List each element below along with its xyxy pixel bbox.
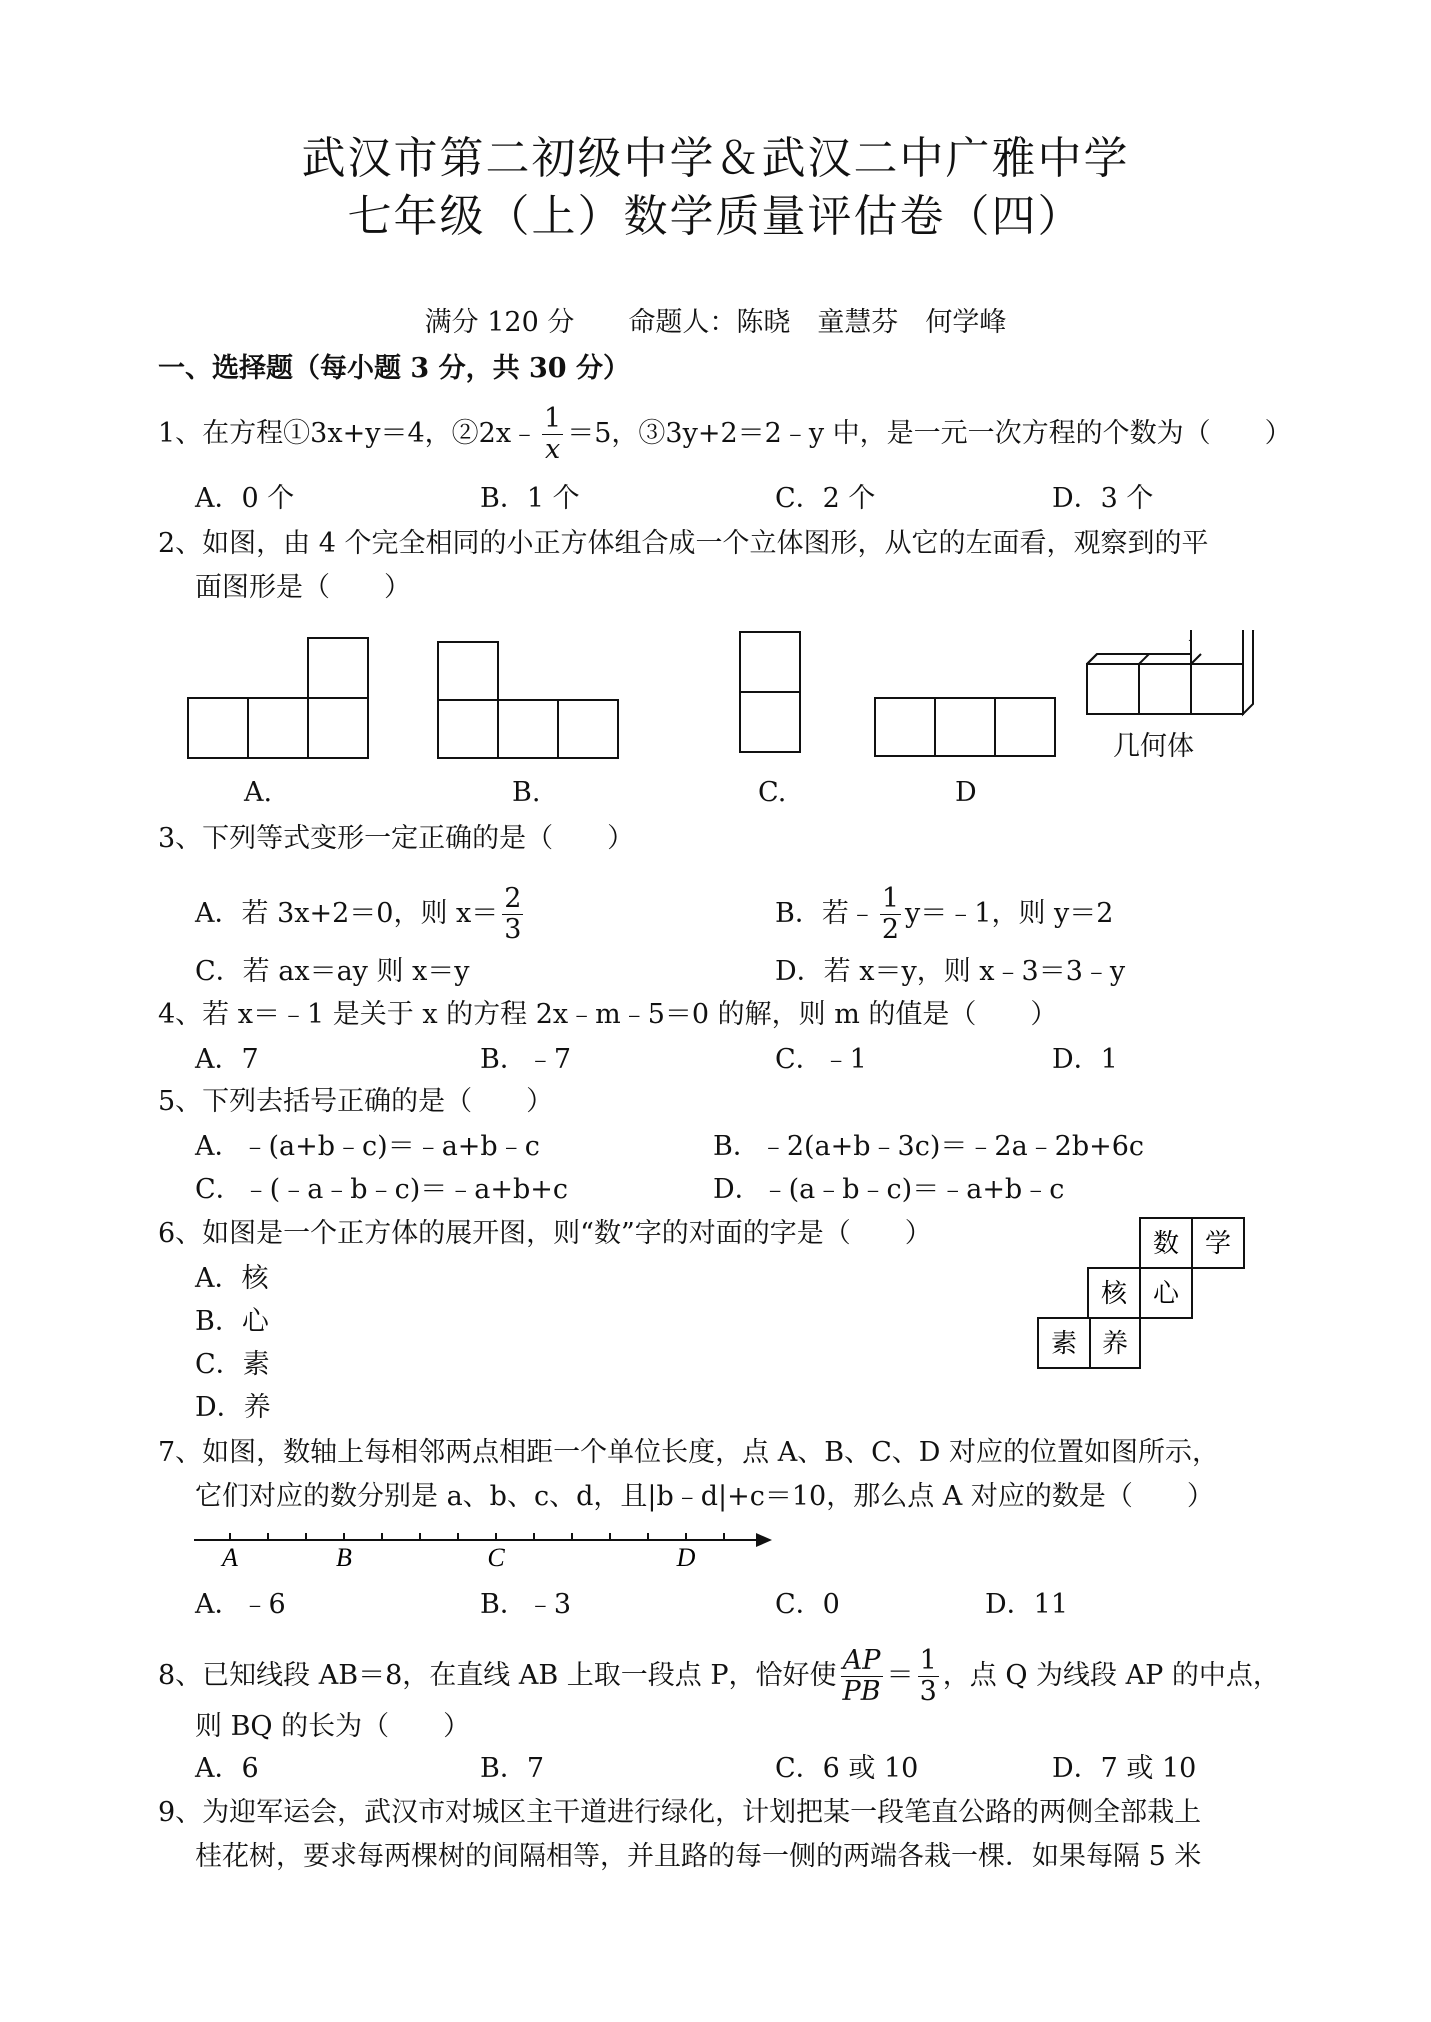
q3-a-fraction: [502, 884, 523, 945]
q1-fraction: [542, 404, 563, 465]
q7-line1: 7、如图，数轴上每相邻两点相距一个单位长度，点 A、B、C、D 对应的位置如图所示，: [158, 1437, 1219, 1468]
q8-part2: ，点 Q 为线段 AP 的中点，: [942, 1660, 1280, 1691]
q8-f1-num: AP: [841, 1646, 883, 1677]
q1-option-d: D．3 个: [1052, 483, 1154, 514]
section-heading: 一、选择题（每小题 3 分，共 30 分）: [158, 353, 630, 384]
net-cell-xue: 学: [1204, 1229, 1232, 1259]
q2-line1: 2、如图，由 4 个完全相同的小正方体组合成一个立体图形，从它的左面看，观察到的平: [158, 528, 1209, 559]
q2-option-c-figure: [740, 632, 800, 752]
subtitle: 满分 120 分 命题人：陈晓 童慧芬 何学峰: [424, 307, 1007, 338]
q8-fraction-2: [918, 1646, 939, 1707]
q6-option-a: A．核: [195, 1263, 269, 1294]
q2-solid-figure: [1087, 630, 1253, 714]
q2-label-b: B.: [512, 777, 541, 808]
q1-option-c: C．2 个: [775, 483, 876, 514]
q2-label-c: C.: [758, 777, 787, 808]
q5-stem: 5、下列去括号正确的是（ ）: [158, 1086, 554, 1117]
q3-a-den: 3: [504, 914, 522, 945]
q2-label-d: D: [955, 777, 977, 808]
q7-option-d: D．11: [985, 1589, 1069, 1620]
net-cell-yang: 养: [1101, 1329, 1129, 1359]
q3-stem: 3、下列等式变形一定正确的是（ ）: [158, 823, 635, 854]
net-cell-su: 素: [1050, 1329, 1078, 1359]
q2-line2: 面图形是（ ）: [195, 572, 411, 603]
q7-number-line: [190, 1520, 780, 1590]
q2-option-d-figure: [875, 698, 1055, 756]
question-8: [158, 1646, 1280, 1707]
q4-stem: 4、若 x＝﹣1 是关于 x 的方程 2x﹣m﹣5＝0 的解，则 m 的值是（ ）: [158, 999, 1058, 1030]
q5-option-d: D．﹣(a﹣b﹣c)＝﹣a+b﹣c: [713, 1174, 1065, 1205]
q1-frac-den: x: [545, 434, 561, 465]
q3-option-d: D．若 x＝y，则 x﹣3＝3﹣y: [775, 956, 1126, 987]
q3-b-text: B．若﹣: [775, 898, 876, 929]
q8-fraction-1: [841, 1646, 883, 1707]
q7-option-c: C．0: [775, 1589, 840, 1620]
q8-equals: ＝: [886, 1660, 914, 1691]
net-cell-xin: 心: [1152, 1279, 1180, 1309]
q8-line2: 则 BQ 的长为（ ）: [195, 1711, 471, 1742]
q5-option-c: C．﹣(﹣a﹣b﹣c)＝﹣a+b+c: [195, 1174, 568, 1205]
q9-line2: 桂花树，要求每两棵树的间隔相等，并且路的每一侧的两端各栽一棵．如果每隔 5 米: [195, 1841, 1202, 1872]
q4-option-d: D．1: [1052, 1044, 1118, 1075]
point-d-label: D: [676, 1543, 696, 1572]
q1-option-b: B．1 个: [480, 483, 580, 514]
q5-option-a: A．﹣(a+b﹣c)＝﹣a+b﹣c: [195, 1131, 540, 1162]
q8-option-d: D．7 或 10: [1052, 1753, 1197, 1784]
net-cell-shu: 数: [1152, 1229, 1180, 1259]
q3-option-c: C．若 ax＝ay 则 x＝y: [195, 956, 470, 987]
q2-option-a-figure: [188, 638, 368, 758]
q2-option-b-figure: [438, 642, 618, 758]
q6-option-d: D．养: [195, 1392, 271, 1423]
q4-option-a: A．7: [195, 1044, 259, 1075]
q6-stem: 6、如图是一个正方体的展开图，则“数”字的对面的字是（ ）: [158, 1218, 932, 1249]
q7-option-b: B．﹣3: [480, 1589, 572, 1620]
q6-option-b: B．心: [195, 1306, 269, 1337]
q8-option-b: B．7: [480, 1753, 545, 1784]
point-a-label: A: [222, 1543, 238, 1572]
question-1: [158, 404, 1292, 465]
q2-label-a: A.: [244, 777, 273, 808]
q4-option-b: B．﹣7: [480, 1044, 572, 1075]
q3-b-num: 1: [881, 883, 900, 914]
q3-b-post: y＝﹣1，则 y＝2: [905, 898, 1114, 929]
q8-f2-den: 3: [919, 1676, 937, 1707]
q8-f2-num: 1: [919, 1645, 937, 1676]
net-cell-he: 核: [1100, 1279, 1128, 1309]
q8-part1: 8、已知线段 AB＝8，在直线 AB 上取一段点 P，恰好使: [158, 1660, 837, 1691]
q4-option-c: C．﹣1: [775, 1044, 867, 1075]
q8-option-a: A．6: [195, 1753, 259, 1784]
q3-option-b: [775, 884, 1113, 945]
q3-a-num: 2: [504, 883, 522, 914]
q3-b-fraction: [880, 884, 901, 945]
q8-f1-den: PB: [842, 1676, 881, 1707]
q1-part2: ＝5，③3y+2＝2﹣y 中，是一元一次方程的个数为（ ）: [567, 418, 1292, 449]
q1-frac-num: 1: [544, 403, 562, 434]
number-line-ticks: [230, 1533, 724, 1540]
q2-solid-label: 几何体: [1113, 731, 1194, 762]
q1-option-a: A．0 个: [195, 483, 295, 514]
q7-line2: 它们对应的数分别是 a、b、c、d，且|b﹣d|+c＝10，那么点 A 对应的数是（ ）: [195, 1481, 1214, 1512]
point-c-label: C: [487, 1543, 505, 1572]
q3-option-a: [195, 884, 527, 945]
title-line1: 武汉市第二初级中学＆武汉二中广雅中学: [301, 133, 1130, 184]
title-line2: 七年级（上）数学质量评估卷（四）: [347, 191, 1084, 242]
q9-line1: 9、为迎军运会，武汉市对城区主干道进行绿化，计划把某一段笔直公路的两侧全部栽上: [158, 1797, 1202, 1828]
q8-option-c: C．6 或 10: [775, 1753, 919, 1784]
q5-option-b: B．﹣2(a+b﹣3c)＝﹣2a﹣2b+6c: [713, 1131, 1145, 1162]
q3-a-text: A．若 3x+2＝0，则 x＝: [195, 898, 499, 929]
q6-option-c: C．素: [195, 1349, 270, 1380]
q3-b-den: 2: [881, 914, 900, 945]
q7-option-a: A．﹣6: [195, 1589, 286, 1620]
point-b-label: B: [336, 1543, 352, 1572]
q1-part1: 1、在方程①3x+y＝4，②2x﹣: [158, 418, 539, 449]
q6-cube-net: [1036, 1216, 1256, 1376]
